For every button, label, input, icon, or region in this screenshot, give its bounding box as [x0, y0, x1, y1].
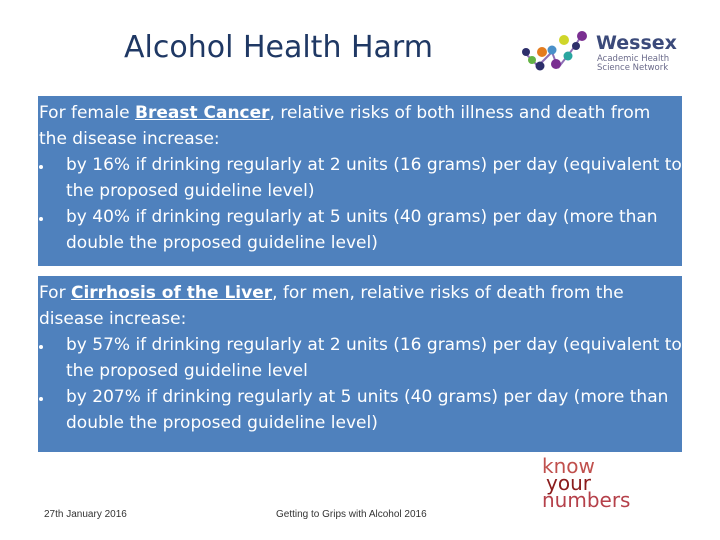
footer-date: 27th January 2016: [44, 509, 127, 520]
cirrhosis-intro: For Cirrhosis of the Liver, for men, relative risks of death from the disease increase:: [39, 283, 624, 329]
bullet-icon: [39, 345, 43, 349]
list-item: by 207% if drinking regularly at 5 units (40 grams) per day (more than double the proposed guideline level): [38, 384, 682, 436]
wessex-logo: [518, 24, 708, 84]
know-your-numbers-logo: know your numbers: [542, 454, 631, 512]
bullet-icon: [39, 397, 43, 401]
logo-name: Wessex: [596, 32, 677, 54]
bullet-icon: [39, 217, 43, 221]
footer-event: Getting to Grips with Alcohol 2016: [276, 509, 427, 520]
logo-subtitle: Academic Health Science Network: [597, 54, 670, 73]
list-item: by 16% if drinking regularly at 2 units (16 grams) per day (equivalent to the proposed guideline level): [38, 152, 682, 204]
list-item: by 40% if drinking regularly at 5 units (40 grams) per day (more than double the proposed guideline level): [38, 204, 682, 256]
cirrhosis-term: Cirrhosis of the Liver: [70, 283, 273, 303]
slide-title: Alcohol Health Harm: [124, 30, 433, 65]
wessex-network-icon: [518, 26, 594, 82]
breast-cancer-term: Breast Cancer: [134, 103, 270, 123]
breast-cancer-box: [38, 96, 682, 266]
cirrhosis-box: [38, 276, 682, 452]
bullet-icon: [39, 165, 43, 169]
list-item: by 57% if drinking regularly at 2 units (16 grams) per day (equivalent to the proposed guideline level: [38, 332, 682, 384]
breast-cancer-intro: For female Breast Cancer, relative risks of both illness and death from the disease increase:: [39, 103, 651, 149]
